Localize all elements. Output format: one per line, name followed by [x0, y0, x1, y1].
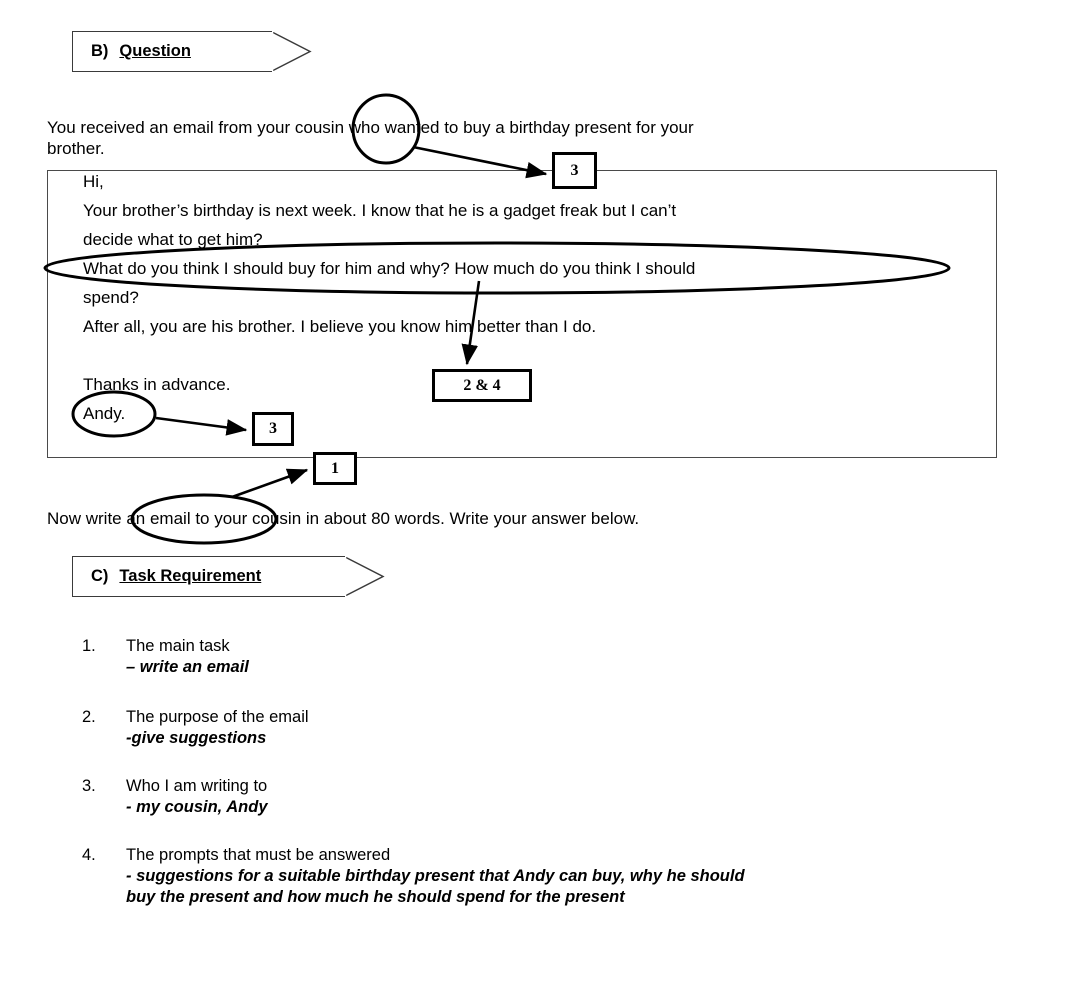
- intro-paragraph: [47, 117, 967, 159]
- requirement-prompt-2: The purpose of the email: [126, 708, 309, 726]
- section-title-task-requirement: Task Requirement: [119, 567, 262, 585]
- email-line-decide: decide what to get him?: [83, 230, 263, 249]
- requirement-answer-1: – write an email: [126, 658, 249, 676]
- requirement-item-4: [82, 845, 982, 908]
- requirement-item-3: [82, 776, 782, 818]
- email-line-thanks: Thanks in advance.: [83, 375, 231, 394]
- requirement-answer-3: - my cousin, Andy: [126, 798, 268, 816]
- requirement-number-1: 1.: [82, 637, 96, 655]
- banner-tip-question: [271, 32, 313, 71]
- intro-line-1: You received an email from your cousin who wanted to buy a birthday present for your: [47, 118, 694, 137]
- requirement-answer-4: - suggestions for a suitable birthday present that Andy can buy, why he should: [126, 867, 745, 885]
- email-line-prompts: What do you think I should buy for him and why? How much do you think I should: [83, 259, 696, 278]
- arrow-write-email-to-tag1: [232, 470, 307, 497]
- requirement-prompt-3: Who I am writing to: [126, 777, 268, 795]
- requirement-answer-4-line-2: buy the present and how much he should spend for the present: [126, 888, 625, 906]
- annotation-tag-2-and-4: 2 & 4: [432, 369, 532, 402]
- requirement-number-2: 2.: [82, 708, 96, 726]
- requirement-number-3: 3.: [82, 777, 96, 795]
- section-banner-question: [72, 31, 272, 72]
- email-line-signature: Andy.: [83, 404, 126, 423]
- intro-line-2: brother.: [47, 139, 105, 158]
- email-line-spend: spend?: [83, 288, 139, 307]
- annotation-tag-3-cousin: 3: [552, 152, 597, 189]
- section-banner-task-requirement: [72, 556, 345, 597]
- section-title-question: Question: [119, 42, 191, 60]
- annotation-tag-1-write-email: 1: [313, 452, 357, 485]
- email-line-afterall: After all, you are his brother. I believe you know him better than I do.: [83, 317, 597, 336]
- requirement-item-1: [82, 636, 782, 678]
- banner-tip-task-requirement: [344, 557, 386, 596]
- email-line-greeting: Hi,: [83, 172, 104, 191]
- section-letter-b: B): [91, 42, 109, 60]
- requirement-answer-2: -give suggestions: [126, 729, 267, 747]
- section-letter-c: C): [91, 567, 109, 585]
- email-line-birthday: Your brother’s birthday is next week. I know that he is a gadget freak but I can’t: [83, 201, 677, 220]
- requirement-prompt-1: The main task: [126, 637, 230, 655]
- requirement-prompt-4: The prompts that must be answered: [126, 846, 391, 864]
- annotation-tag-3-andy: 3: [252, 412, 294, 446]
- instruction-line: Now write an email to your cousin in about 80 words. Write your answer below.: [47, 509, 640, 528]
- requirement-number-4: 4.: [82, 846, 96, 864]
- requirement-item-2: [82, 707, 782, 749]
